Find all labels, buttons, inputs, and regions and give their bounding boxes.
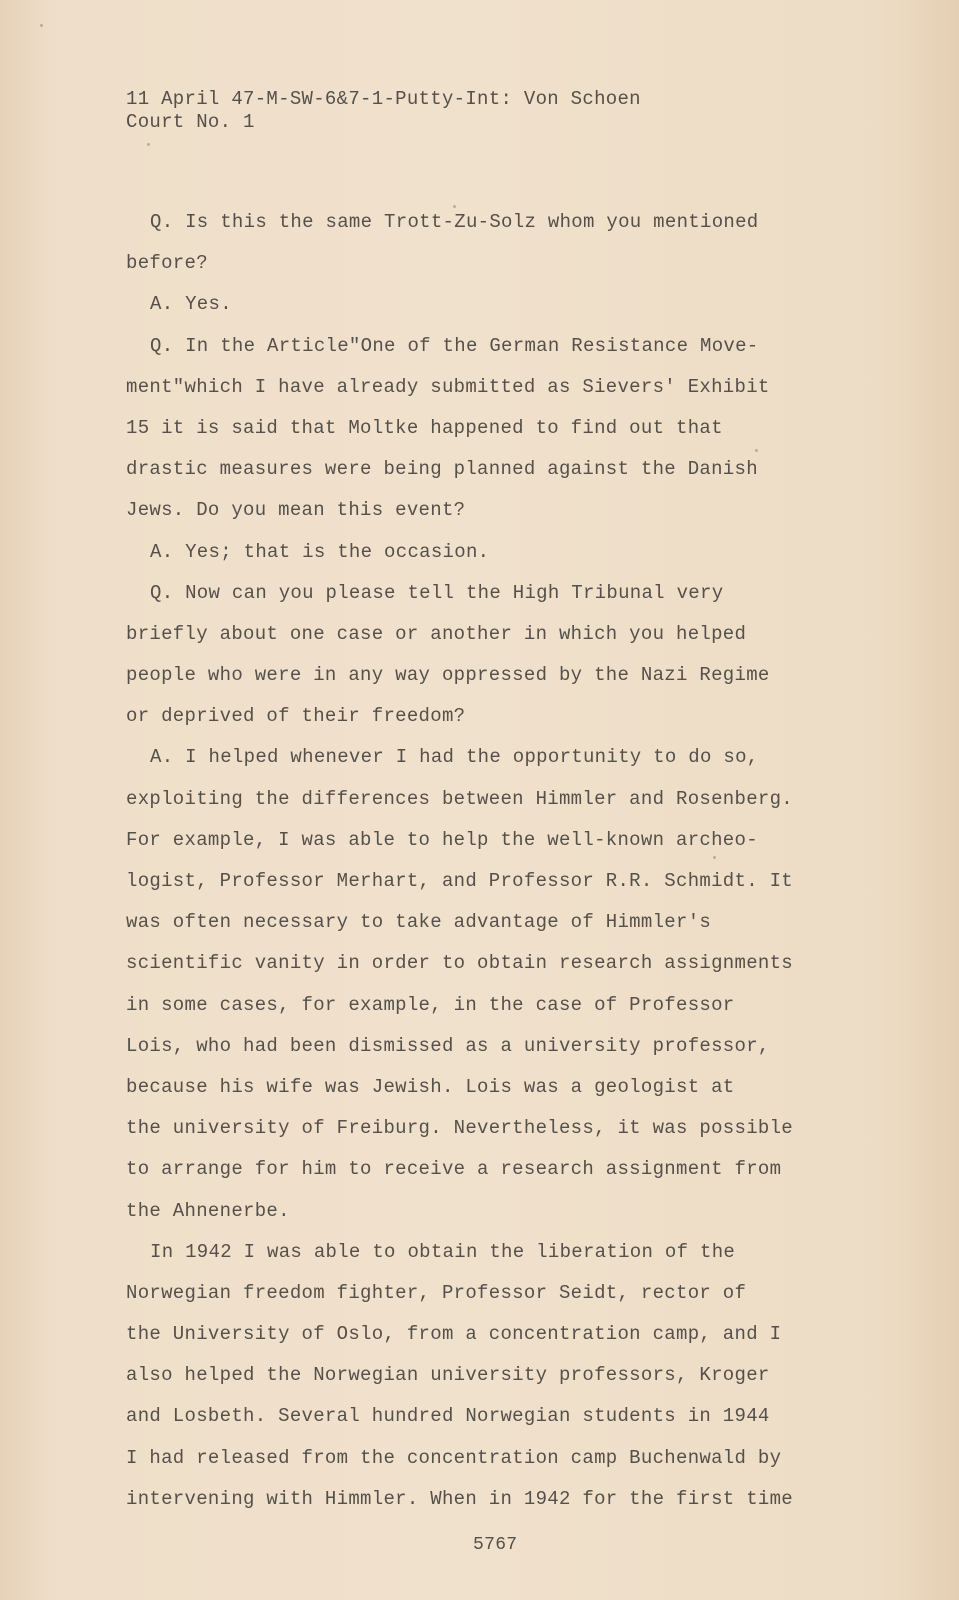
text-line: intervening with Himmler. When in 1942 for the first time	[126, 1487, 794, 1510]
text-line: or deprived of their freedom?	[126, 705, 466, 728]
text-line: drastic measures were being planned against the Danish	[126, 458, 758, 481]
text-line: Q. Now can you please tell the High Tribunal very	[150, 581, 724, 604]
paper-speck	[453, 205, 456, 208]
text-line: I had released from the concentration camp Buchenwald by	[126, 1446, 782, 1469]
text-line: briefly about one case or another in which you helped	[126, 622, 747, 645]
paper-speck	[755, 449, 758, 452]
text-line: people who were in any way oppressed by the Nazi Regime	[126, 664, 770, 687]
header-line-session: 11 April 47-M-SW-6&7-1-Putty-Int: Von Schoen	[126, 88, 641, 110]
text-line: A. Yes.	[150, 293, 232, 316]
page-number: 5767	[473, 1535, 518, 1555]
text-line: was often necessary to take advantage of Himmler's	[126, 911, 712, 934]
text-line: the Ahnenerbe.	[126, 1199, 290, 1222]
text-line: Q. Is this the same Trott-Zu-Solz whom you mentioned	[150, 211, 759, 233]
text-line: Jews. Do you mean this event?	[126, 499, 466, 522]
text-line: In 1942 I was able to obtain the liberation of the	[150, 1240, 736, 1263]
text-line: before?	[126, 252, 208, 275]
text-line: logist, Professor Merhart, and Professor R.R. Schmidt. It	[126, 870, 794, 892]
text-line: because his wife was Jewish. Lois was a geologist at	[126, 1075, 735, 1098]
text-line: Q. In the Article"One of the German Resistance Move-	[150, 334, 759, 357]
text-line: the university of Freiburg. Nevertheless, it was possible	[126, 1117, 794, 1140]
text-line: 15 it is said that Moltke happened to find out that	[126, 416, 723, 439]
text-line: ment"which I have already submitted as Sievers' Exhibit	[126, 375, 770, 398]
text-line: to arrange for him to receive a research assignment from	[126, 1158, 782, 1181]
text-line: For example, I was able to help the well-known archeo-	[126, 828, 758, 851]
paper-speck	[713, 856, 716, 859]
text-line: also helped the Norwegian university professors, Kroger	[126, 1364, 770, 1387]
text-line: A. Yes; that is the occasion.	[150, 540, 490, 563]
paper-speck	[40, 24, 43, 27]
text-line: exploiting the differences between Himmler and Rosenberg.	[126, 787, 794, 810]
transcript-body	[126, 202, 846, 1520]
text-line: the University of Oslo, from a concentration camp, and I	[126, 1323, 782, 1346]
document-header	[126, 88, 641, 134]
header-line-court: Court No. 1	[126, 111, 255, 133]
text-line: A. I helped whenever I had the opportunity to do so,	[150, 746, 759, 769]
text-line: Norwegian freedom fighter, Professor Seidt, rector of	[126, 1281, 747, 1304]
text-line: Lois, who had been dismissed as a university professor,	[126, 1034, 770, 1057]
paper-speck	[147, 143, 150, 146]
text-line: in some cases, for example, in the case of Professor	[126, 993, 735, 1016]
text-line: and Losbeth. Several hundred Norwegian students in 1944	[126, 1405, 770, 1428]
text-line: scientific vanity in order to obtain research assignments	[126, 952, 794, 975]
